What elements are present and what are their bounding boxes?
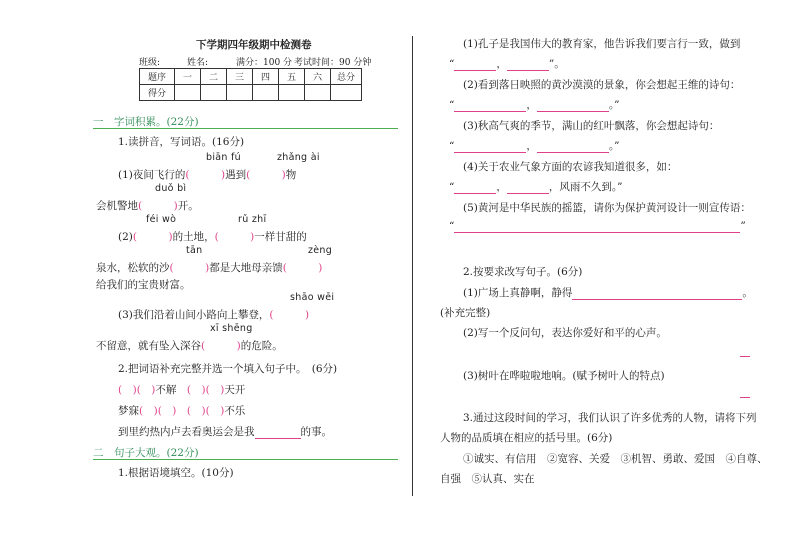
score-cell: 一 [175, 69, 201, 85]
pinyin: féi wò [146, 214, 177, 225]
answer-blank[interactable]: ( ) [269, 309, 310, 321]
answer-line[interactable] [454, 58, 496, 71]
sentence-text-part: 的土地， [172, 231, 215, 243]
pinyin: tān [186, 245, 203, 256]
sentence-text [96, 260, 322, 275]
pinyin: zèng [308, 245, 333, 256]
answer-line[interactable] [507, 181, 549, 194]
sentence-text-part: 物 [285, 169, 297, 181]
idiom-text: 不解 [155, 384, 177, 396]
sentence-text: (3)树叶在哗啦啦地响。(赋予树叶人的特点) [463, 370, 665, 382]
name-label: 姓名: [187, 58, 209, 68]
idiom-text: 天开 [224, 384, 246, 396]
answer-blank[interactable]: ( ) [118, 384, 137, 396]
options-list-cont: 自强 ⑤认真、实在 [440, 473, 535, 485]
class-label: 班级: [139, 58, 161, 68]
answer-line[interactable] [740, 356, 750, 357]
sentence-text-part: 。 [742, 287, 753, 299]
quote-mark: “ [449, 99, 455, 111]
sentence-text [463, 285, 753, 300]
answer-line[interactable] [454, 220, 740, 233]
pinyin: rǔ zhī [238, 214, 267, 225]
score-table-header-row [140, 69, 362, 85]
answer-blank[interactable]: ( ) [136, 384, 156, 396]
sentence-text: (5)黄河是中华民族的摇篮，请你为保护黄河设计一则宣传语： [463, 202, 751, 214]
section-2-heading: 二 句子大观。(22分) [93, 447, 199, 459]
question-title: 3.通过这段时间的学习，我们认识了许多优秀的人物，请将下列 [463, 412, 757, 424]
answer-line[interactable] [572, 287, 742, 300]
sentence-text-part: 泉水，松软的沙 [96, 262, 170, 274]
score-cell: 三 [227, 69, 253, 85]
idiom-text: 梦寐 [118, 405, 139, 417]
score-cell: 四 [253, 69, 279, 85]
answer-blank[interactable]: ( ) [139, 405, 158, 417]
score-table [139, 68, 362, 101]
score-cell: 总分 [331, 69, 362, 85]
sentence-text: (3)秋高气爽的季节，满山的红叶飘落，你会想起诗句： [463, 120, 720, 132]
pinyin: shāo wēi [290, 292, 335, 303]
quote-mark: ” [740, 220, 746, 232]
sentence-text-part: (3)我们沿着山间小路向上攀登， [118, 309, 270, 321]
sentence-text: “ ， 。” [449, 99, 620, 111]
idiom-row [118, 403, 245, 418]
section-divider [93, 128, 398, 129]
answer-blank[interactable]: ( ) [214, 231, 255, 243]
score-input-cell[interactable] [227, 85, 253, 101]
section-divider [93, 459, 398, 460]
answer-blank[interactable]: ( ) [186, 405, 206, 417]
score-input-cell[interactable] [253, 85, 279, 101]
score-cell: 题序 [140, 69, 175, 85]
sentence-text-part: 都是大地母亲馈 [209, 262, 283, 274]
sentence-text-part: 的事。 [300, 426, 332, 438]
score-row-label: 得分 [140, 85, 175, 101]
sentence-text [96, 198, 199, 213]
sentence-text [96, 338, 283, 353]
sentence-text [118, 424, 332, 439]
score-input-cell[interactable] [305, 85, 331, 101]
idiom-row [118, 382, 245, 397]
quote-mark: ，风雨不久到。” [548, 181, 623, 193]
score-input-cell[interactable] [331, 85, 362, 101]
answer-line[interactable] [454, 99, 526, 112]
pinyin: biān fú [206, 152, 241, 163]
answer-line[interactable] [255, 426, 301, 439]
question-title: 2.把词语补充完整并选一个填入句子中。 (6分) [118, 363, 338, 375]
column-divider [412, 36, 413, 496]
sentence-text-part: 遇到 [225, 169, 247, 181]
sentence-text [118, 307, 309, 322]
quote-mark: “ [449, 220, 455, 232]
sentence-text: “ ， 。” [449, 140, 620, 152]
sentence-text-part: (2) [118, 231, 133, 243]
score-table-score-row [140, 85, 362, 101]
question-title: 1.读拼音，写词语。(16分) [118, 136, 245, 148]
sentence-text: “ ， ”。 [449, 58, 565, 70]
answer-line[interactable] [537, 99, 609, 112]
answer-blank[interactable]: ( ) [138, 200, 178, 212]
sentence-text-part: 到里约热内卢去看奥运会是我 [118, 426, 255, 438]
exam-time-label: 考试时间：90 分钟 [294, 58, 372, 68]
answer-blank[interactable]: ( ) [169, 262, 210, 274]
answer-blank[interactable]: ( ) [201, 340, 241, 352]
sentence-text: 给我们的宝贵财富。 [96, 279, 191, 291]
sentence-text [118, 167, 296, 182]
answer-blank[interactable]: ( ) [157, 405, 177, 417]
answer-line[interactable] [454, 140, 526, 153]
sentence-text: (4)关于农业气象方面的农谚我知道很多，如： [463, 161, 678, 173]
answer-blank[interactable]: ( ) [186, 384, 206, 396]
quote-mark: “ [449, 58, 455, 70]
section-1-heading: 一 字词积累。(22分) [93, 116, 199, 128]
sentence-text: “ ， ，风雨不久到。” [449, 181, 623, 193]
instruction-note: (补充完整) [440, 307, 491, 319]
quote-mark: “ [449, 140, 455, 152]
score-input-cell[interactable] [279, 85, 305, 101]
sentence-text [449, 220, 746, 233]
answer-blank[interactable]: ( ) [246, 169, 286, 181]
answer-line[interactable] [537, 140, 609, 153]
answer-blank[interactable]: ( ) [132, 231, 173, 243]
score-input-cell[interactable] [175, 85, 201, 101]
answer-line[interactable] [740, 397, 750, 398]
quote-mark: 。” [608, 140, 620, 152]
answer-blank[interactable]: ( ) [185, 169, 226, 181]
quote-mark: ”。 [548, 58, 565, 70]
score-cell: 二 [201, 69, 227, 85]
sentence-text-part: (1)广场上真静啊，静得 [463, 287, 573, 299]
answer-line[interactable] [454, 181, 496, 194]
answer-line[interactable] [507, 58, 549, 71]
quote-mark: “ [449, 181, 455, 193]
question-title-cont: 人物的品质填在相应的括号里。(6分) [440, 432, 613, 444]
sentence-text: (2)看到落日映照的黄沙漠漠的景象，你会想起王维的诗句： [463, 79, 741, 91]
pinyin: duǒ bì [155, 183, 187, 194]
sentence-text-part: 不留意，就有坠入深谷 [96, 340, 201, 352]
sentence-text: (2)写一个反问句，表达你爱好和平的心声。 [463, 327, 667, 339]
pinyin: zhǎng ài [277, 152, 320, 163]
sentence-text [118, 229, 307, 244]
score-input-cell[interactable] [201, 85, 227, 101]
question-title: 1.根据语境填空。(10分) [118, 467, 234, 479]
sentence-text-part: (1)夜间飞行的 [118, 169, 186, 181]
question-title: 2.按要求改写句子。(6分) [463, 266, 583, 278]
answer-blank[interactable]: ( ) [282, 262, 323, 274]
sentence-text-part: 开。 [177, 200, 199, 212]
sentence-text-part: 会机警地 [96, 200, 138, 212]
score-cell: 六 [305, 69, 331, 85]
sentence-text: (1)孔子是我国伟大的教育家，他告诉我们要言行一致，做到 [463, 38, 741, 50]
options-list: ①诚实、有信用 ②宽容、关爱 ③机智、勇敢、爱国 ④自尊、 [463, 453, 768, 465]
answer-blank[interactable]: ( ) [205, 384, 225, 396]
idiom-text: 不乐 [224, 405, 246, 417]
sentence-text-part: 一样甘甜的 [254, 231, 307, 243]
quote-mark: 。” [608, 99, 620, 111]
sentence-text-part: 的危险。 [240, 340, 283, 352]
answer-blank[interactable]: ( ) [205, 405, 225, 417]
score-cell: 五 [279, 69, 305, 85]
pinyin: xī shēng [210, 323, 253, 334]
full-score-label: 满分：100 分 [236, 58, 293, 68]
page-title: 下学期四年级期中检测卷 [196, 39, 312, 51]
